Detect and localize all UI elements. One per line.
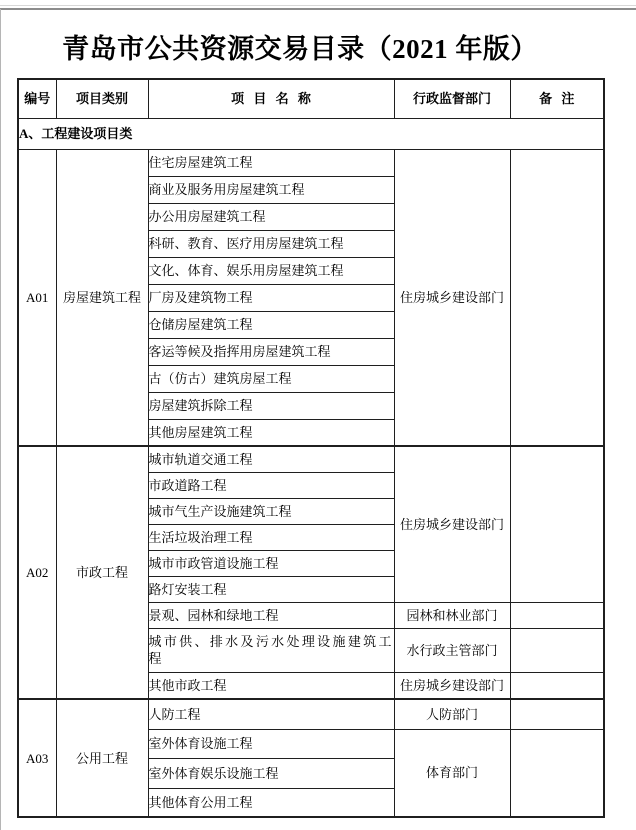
dept-cell-a02-row9: 住房城乡建设部门 (394, 672, 510, 699)
section-title: A、工程建设项目类 (18, 118, 604, 149)
item-cell: 城市气生产设施建筑工程 (148, 498, 394, 524)
item-cell: 厂房及建筑物工程 (148, 284, 394, 311)
dept-cell-a03-rows2-4: 体育部门 (394, 729, 510, 817)
item-cell: 城市供、排水及污水处理设施建筑工程 (148, 628, 394, 672)
dept-cell-a01: 住房城乡建设部门 (394, 149, 510, 446)
item-cell: 文化、体育、娱乐用房屋建筑工程 (148, 257, 394, 284)
item-cell: 仓储房屋建筑工程 (148, 311, 394, 338)
category-cell-a01: 房屋建筑工程 (56, 149, 148, 446)
item-cell: 商业及服务用房屋建筑工程 (148, 176, 394, 203)
remarks-cell (510, 628, 604, 672)
item-cell: 其他市政工程 (148, 672, 394, 699)
table-header-row (18, 79, 604, 118)
code-cell-a03: A03 (18, 699, 56, 817)
page-top-edge (0, 8, 636, 10)
remarks-cell (510, 446, 604, 602)
item-cell: 办公用房屋建筑工程 (148, 203, 394, 230)
item-cell: 室外体育娱乐设施工程 (148, 758, 394, 788)
col-header-supervision-dept: 行政监督部门 (394, 79, 510, 118)
item-cell: 路灯安装工程 (148, 576, 394, 602)
remarks-cell (510, 602, 604, 628)
code-cell-a02: A02 (18, 446, 56, 699)
dept-cell-a02-row8: 水行政主管部门 (394, 628, 510, 672)
item-cell: 房屋建筑拆除工程 (148, 392, 394, 419)
item-cell: 景观、园林和绿地工程 (148, 602, 394, 628)
item-cell: 市政道路工程 (148, 472, 394, 498)
item-cell: 其他体育公用工程 (148, 788, 394, 817)
dept-cell-a03-row1: 人防部门 (394, 699, 510, 729)
remarks-cell (510, 672, 604, 699)
col-header-number: 编号 (18, 79, 56, 118)
table-row (18, 149, 604, 176)
item-cell: 其他房屋建筑工程 (148, 419, 394, 446)
item-cell: 城市轨道交通工程 (148, 446, 394, 472)
col-header-project-name: 项 目 名 称 (148, 79, 394, 118)
category-cell-a03: 公用工程 (56, 699, 148, 817)
col-header-category: 项目类别 (56, 79, 148, 118)
item-cell: 室外体育设施工程 (148, 729, 394, 758)
item-cell: 城市市政管道设施工程 (148, 550, 394, 576)
item-cell: 古（仿古）建筑房屋工程 (148, 365, 394, 392)
page-top-edge-light (0, 5, 636, 6)
item-cell: 生活垃圾治理工程 (148, 524, 394, 550)
page-left-edge (0, 9, 1, 830)
table-row (18, 699, 604, 729)
remarks-cell (510, 149, 604, 446)
section-row (18, 118, 604, 149)
dept-cell-a02-rows1-6: 住房城乡建设部门 (394, 446, 510, 602)
item-cell: 人防工程 (148, 699, 394, 729)
item-cell: 住宅房屋建筑工程 (148, 149, 394, 176)
page-title: 青岛市公共资源交易目录（2021 年版） (62, 34, 538, 65)
category-cell-a02: 市政工程 (56, 446, 148, 699)
code-cell-a01: A01 (18, 149, 56, 446)
remarks-cell (510, 699, 604, 729)
remarks-cell (510, 729, 604, 817)
dept-cell-a02-row7: 园林和林业部门 (394, 602, 510, 628)
item-cell: 客运等候及指挥用房屋建筑工程 (148, 338, 394, 365)
catalog-table (17, 78, 605, 818)
col-header-remarks: 备 注 (510, 79, 604, 118)
table-row (18, 446, 604, 472)
item-cell: 科研、教育、医疗用房屋建筑工程 (148, 230, 394, 257)
